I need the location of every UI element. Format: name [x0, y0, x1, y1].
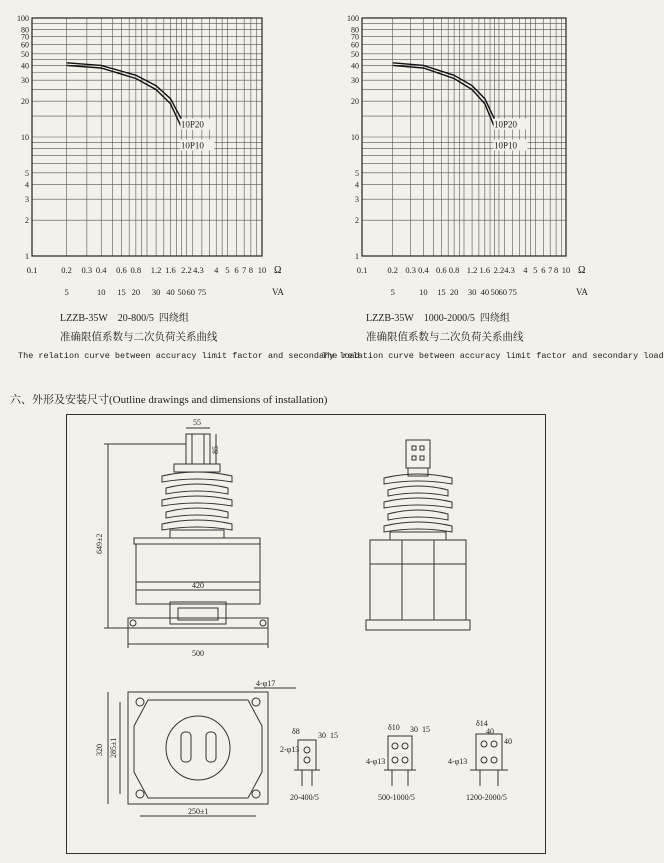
dim-height: 649±2: [95, 533, 104, 554]
y-tick-label: 100: [17, 14, 29, 23]
y-tick-label: 40: [351, 61, 359, 71]
x-tick-va: 75: [197, 287, 207, 297]
x-tick-ohm: 0.4: [418, 265, 429, 275]
x-tick-ohm: 5: [225, 265, 230, 275]
curve-10P10: [393, 65, 495, 127]
x-tick-ohm: 0.6: [436, 265, 447, 275]
t3-slot: δ14: [476, 719, 488, 728]
x-tick-ohm: 4: [523, 265, 528, 275]
x-unit-va: VA: [272, 287, 284, 297]
x-tick-ohm: 10: [561, 265, 571, 275]
y-tick-label: 80: [21, 25, 29, 35]
x-tick-ohm: 0.8: [448, 265, 460, 275]
y-tick-label: 50: [21, 49, 29, 59]
y-tick-label: 10: [21, 133, 29, 142]
t2-h: 15: [422, 725, 430, 734]
t1-slot: δ8: [292, 727, 300, 736]
y-tick-label: 40: [21, 61, 29, 71]
t3-h: 40: [504, 737, 512, 746]
x-tick-va: 20: [131, 287, 141, 297]
x-tick-va: 30: [151, 287, 161, 297]
chart-2-title-en: The relation curve between accuracy limit factor and secondary load: [322, 351, 664, 361]
x-unit-ohm: Ω: [274, 265, 282, 276]
chart-1-title-en: The relation curve between accuracy limit factor and secondary load: [18, 351, 360, 361]
t1-w: 30: [318, 731, 326, 740]
chart-2-title-cn: 准确限值系数与二次负荷关系曲线: [366, 332, 524, 343]
t1-h: 15: [330, 731, 338, 740]
x-tick-ohm: 5: [533, 265, 538, 275]
x-tick-ohm: 0.2: [61, 265, 72, 275]
t1-holes: 2-φ13: [280, 745, 300, 754]
t1-label: 20-400/5: [290, 793, 319, 802]
chart-2-model: LZZB-35W 1000-2000/5 四绕组: [366, 313, 510, 324]
x-tick-ohm: 0.4: [95, 265, 107, 275]
curve-label: 10P20: [494, 119, 518, 130]
x-tick-va: 10: [419, 287, 428, 297]
curve-10P20: [67, 63, 182, 120]
curve-label: 10P20: [180, 119, 204, 130]
y-tick-label: 100: [347, 14, 359, 23]
chart-1-title-cn: 准确限值系数与二次负荷关系曲线: [60, 332, 218, 343]
chart-2: [298, 0, 600, 310]
x-tick-ohm: 7: [242, 265, 247, 275]
x-tick-va: 15: [437, 287, 446, 297]
x-tick-ohm: 1.6: [479, 265, 491, 275]
y-tick-label: 20: [351, 97, 359, 107]
x-tick-va: 10: [96, 287, 106, 297]
front-view: [104, 428, 268, 648]
y-tick-label: 4: [355, 180, 359, 190]
y-tick-label: 10: [351, 133, 359, 142]
t2-holes: 4-φ13: [366, 757, 386, 766]
t2-slot: δ10: [388, 723, 400, 732]
y-tick-label: 2: [25, 216, 29, 226]
x-tick-ohm: 6: [234, 265, 239, 275]
chart-1-model: LZZB-35W 20-800/5 四绕组: [60, 313, 189, 324]
y-tick-label: 1: [25, 252, 29, 261]
x-tick-ohm: 0.6: [116, 265, 127, 275]
x-tick-ohm: 4: [214, 265, 219, 275]
plan-view: [108, 688, 296, 816]
y-tick-label: 5: [355, 168, 359, 178]
curve-label: 10P10: [180, 140, 204, 151]
chart-1: [0, 0, 300, 310]
x-unit-va: VA: [576, 287, 588, 297]
dim-base-width: 500: [192, 649, 204, 658]
t2-w: 30: [410, 725, 418, 734]
t2-label: 500-1000/5: [378, 793, 415, 802]
dim-top-width: 55: [193, 418, 201, 427]
y-tick-label: 2: [355, 216, 359, 226]
y-tick-label: 50: [351, 49, 359, 59]
x-tick-ohm: 0.1: [356, 265, 368, 275]
x-tick-ohm: 0.3: [405, 265, 416, 275]
dim-spacing: 250±1: [188, 807, 209, 816]
x-tick-va: 15: [117, 287, 126, 297]
x-tick-va: 50: [177, 287, 186, 297]
y-tick-label: 70: [21, 32, 29, 42]
x-tick-ohm: 4.3: [504, 265, 515, 275]
y-tick-label: 4: [25, 180, 29, 190]
x-tick-ohm: 1.2: [150, 265, 162, 275]
x-tick-va: 20: [449, 287, 459, 297]
dim-depth: 320: [95, 744, 104, 756]
x-tick-ohm: 7: [548, 265, 553, 275]
t3-holes: 4-φ13: [448, 757, 468, 766]
x-tick-ohm: 6: [541, 265, 546, 275]
y-tick-label: 1: [355, 252, 359, 261]
x-tick-ohm: 0.3: [81, 265, 93, 275]
x-tick-ohm: 2.2: [493, 265, 505, 275]
t3-w: 40: [486, 727, 494, 736]
dim-inner: 285±1: [109, 737, 118, 758]
y-tick-label: 60: [21, 40, 29, 50]
y-tick-label: 3: [25, 195, 29, 205]
x-tick-va: 5: [64, 287, 69, 297]
curve-10P10: [67, 65, 182, 127]
x-tick-va: 60: [186, 287, 195, 297]
y-tick-label: 3: [355, 195, 359, 205]
dim-holes: 4-φ17: [256, 679, 276, 688]
outline-drawing: [66, 414, 546, 854]
y-tick-label: 80: [351, 25, 359, 35]
x-tick-va: 40: [480, 287, 490, 297]
x-tick-ohm: 1.2: [466, 265, 478, 275]
y-tick-label: 70: [351, 32, 359, 42]
x-tick-ohm: 0.8: [130, 265, 142, 275]
x-tick-va: 50: [490, 287, 499, 297]
x-tick-ohm: 2.2: [181, 265, 192, 275]
x-tick-va: 40: [166, 287, 175, 297]
y-tick-label: 30: [21, 76, 29, 86]
x-tick-ohm: 4.3: [193, 265, 204, 275]
dim-mid-width: 420: [192, 581, 204, 590]
curve-10P20: [393, 63, 495, 120]
x-tick-ohm: 10: [257, 265, 267, 275]
x-tick-va: 60: [498, 287, 508, 297]
dim-top-height: 85: [211, 446, 220, 454]
section-title: 六、外形及安装尺寸(Outline drawings and dimensions of installation): [10, 394, 328, 406]
x-tick-va: 30: [467, 287, 477, 297]
x-tick-ohm: 8: [553, 265, 559, 275]
terminal-2: [384, 736, 416, 786]
x-tick-va: 75: [508, 287, 517, 297]
y-tick-label: 20: [21, 97, 29, 107]
y-tick-label: 60: [351, 40, 359, 50]
t3-label: 1200-2000/5: [466, 793, 507, 802]
y-tick-label: 30: [351, 76, 359, 86]
curve-label: 10P10: [494, 140, 518, 151]
x-tick-ohm: 0.1: [26, 265, 38, 275]
y-tick-label: 5: [25, 168, 29, 178]
x-tick-ohm: 1.6: [165, 265, 176, 275]
side-view: [366, 440, 470, 630]
x-tick-ohm: 0.2: [387, 265, 399, 275]
x-tick-ohm: 8: [248, 265, 253, 275]
terminal-3: [470, 734, 508, 786]
x-tick-va: 5: [390, 287, 395, 297]
x-unit-ohm: Ω: [578, 265, 586, 276]
